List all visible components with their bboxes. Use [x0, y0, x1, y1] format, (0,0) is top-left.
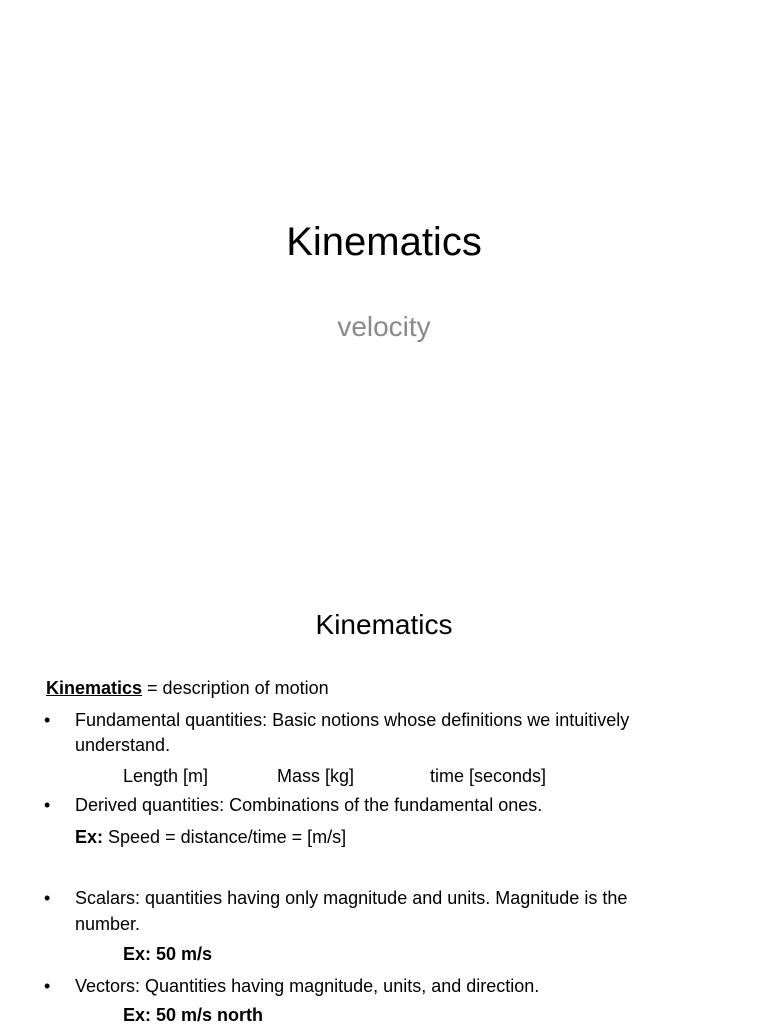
derived-line: Derived quantities: Combinations of the fundamental ones.	[75, 795, 543, 815]
scalars-line-2: number.	[75, 914, 141, 934]
bullet-marker: •	[44, 795, 51, 815]
slide-title: Kinematics	[286, 220, 482, 264]
fundamental-line-2: understand.	[75, 735, 171, 755]
derived-example	[75, 825, 346, 849]
vectors-example: Ex: 50 m/s north	[123, 1005, 264, 1025]
vectors-line: Vectors: Quantities having magnitude, units, and direction.	[75, 976, 540, 996]
bullet-marker: •	[44, 976, 51, 996]
definition-line	[46, 676, 329, 700]
scalars-example: Ex: 50 m/s	[123, 944, 213, 964]
bullet-marker: •	[44, 710, 51, 730]
definition-text: = description of motion	[142, 678, 329, 698]
slide-subtitle: velocity	[337, 311, 431, 342]
example-label: Ex:	[75, 827, 104, 847]
example-text: Speed = distance/time = [m/s]	[103, 827, 347, 847]
fundamental-line-1: Fundamental quantities: Basic notions whose definitions we intuitively	[75, 710, 630, 730]
unit-time: time [seconds]	[430, 766, 547, 786]
definition-term: Kinematics	[46, 678, 143, 698]
content-slide	[0, 576, 768, 1024]
unit-mass: Mass [kg]	[277, 766, 355, 786]
bullet-marker: •	[44, 888, 51, 908]
unit-length: Length [m]	[123, 766, 209, 786]
scalars-line-1: Scalars: quantities having only magnitude and units. Magnitude is the	[75, 888, 628, 908]
slide-title: Kinematics	[315, 609, 453, 640]
